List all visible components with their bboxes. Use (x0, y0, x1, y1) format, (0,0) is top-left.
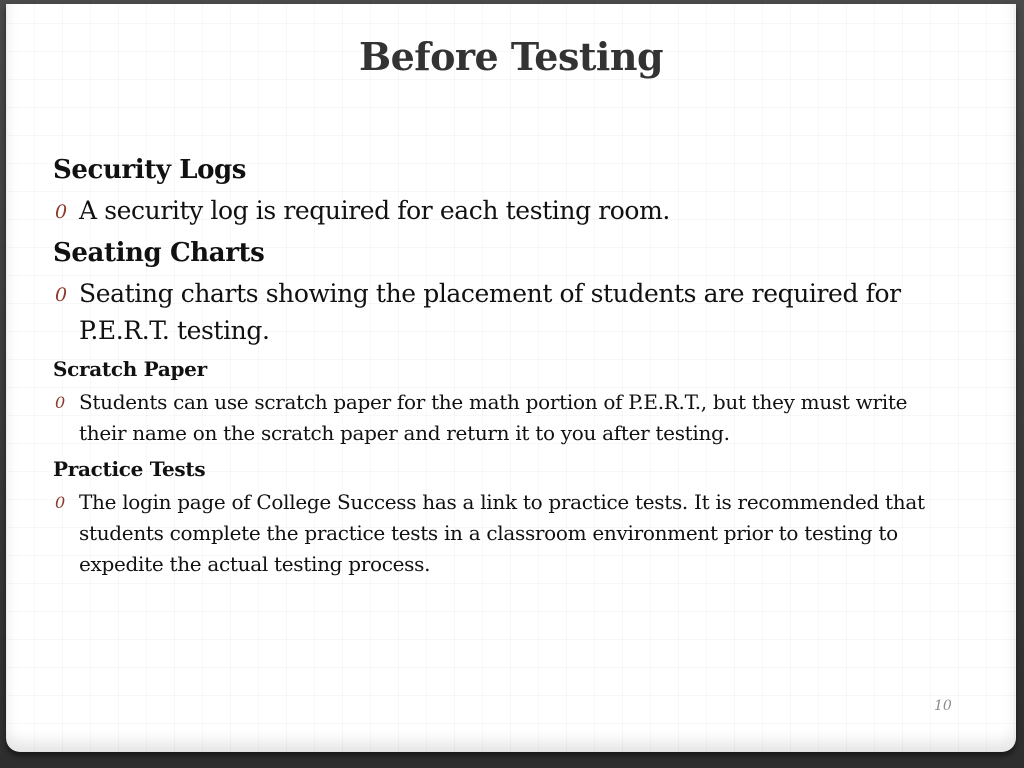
bullet-marker: 0 (55, 393, 65, 412)
bullet-scratch-paper (53, 387, 953, 449)
slide (6, 4, 1016, 752)
bullet-practice-tests (53, 487, 953, 580)
bullet-marker: 0 (55, 493, 65, 512)
slide-title: Before Testing (358, 34, 664, 79)
bullet-security-logs (53, 192, 953, 229)
section-heading-practice-tests: Practice Tests (53, 457, 206, 481)
page-number: 10 (934, 698, 952, 714)
section-heading-seating-charts: Seating Charts (53, 238, 265, 268)
bullet-text: Seating charts showing the placement of students are required for P.E.R.T. testing. (79, 279, 901, 345)
section-heading-security-logs: Security Logs (53, 155, 247, 185)
bullet-text: Students can use scratch paper for the math portion of P.E.R.T., but they must write their name on the scratch paper and return it to you after testing. (79, 390, 908, 445)
bullet-text: A security log is required for each testing room. (79, 196, 670, 225)
section-heading-scratch-paper: Scratch Paper (53, 357, 207, 381)
slide-content (53, 152, 953, 586)
bullet-marker: 0 (55, 201, 67, 223)
bullet-seating-charts (53, 275, 953, 349)
bullet-marker: 0 (55, 284, 67, 306)
bullet-text: The login page of College Success has a link to practice tests. It is recommended that students complete the practice tests in a classroom environment prior to testing to expedite the actual testing process. (79, 490, 925, 576)
